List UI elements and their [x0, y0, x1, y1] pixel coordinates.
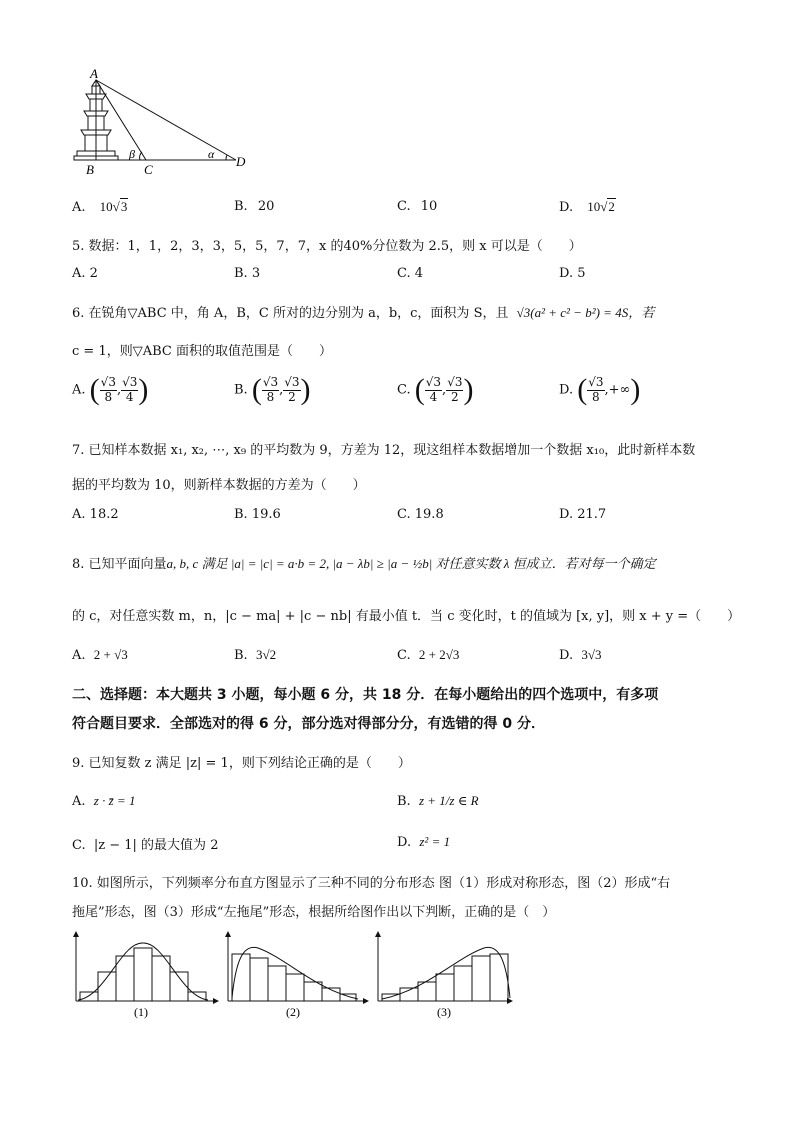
option-letter: C. [72, 838, 86, 853]
q4-option-c[interactable] [397, 199, 437, 214]
option-letter: A. [72, 200, 86, 215]
q7-option-d[interactable] [559, 507, 606, 522]
q7-option-c[interactable] [397, 507, 444, 522]
histogram-figures [66, 928, 516, 1020]
q6-stem-formula: √3(a² + c² − b²) = 4S，若 [516, 305, 655, 320]
histogram-1 [76, 932, 218, 1001]
q8-option-a[interactable] [72, 647, 128, 663]
option-value: 3√3 [581, 647, 602, 662]
q9-option-d[interactable] [397, 834, 450, 850]
histogram-3-caption: (3) [437, 1005, 451, 1019]
option-value: z + 1/z ∈ R [418, 793, 479, 808]
label-A: A [90, 66, 98, 81]
option-letter: D. [559, 648, 574, 663]
label-C: C [144, 162, 153, 177]
option-value: 18.2 [89, 507, 119, 522]
histogram-2 [228, 932, 368, 1001]
q6-option-b[interactable]: B. ( $\frac{√3}{8}$ , $\frac{√3}{2}$ ) [234, 373, 311, 406]
option-letter: B. [234, 507, 248, 522]
hist3-bar [436, 974, 454, 1001]
hist2-curve [232, 947, 358, 999]
option-value: 21.7 [577, 507, 607, 522]
option-value: 4 [414, 266, 424, 281]
q6-option-c[interactable]: C. ( $\frac{√3}{4}$ , $\frac{√3}{2}$ ) [397, 373, 474, 406]
q5-stem: 5. 数据：1，1，2，3，3，5，5，7，7，x 的40%分位数为 2.5，则 x 可以是（ ） [72, 239, 582, 254]
option-letter: A. [72, 507, 86, 522]
q8-option-c[interactable] [397, 647, 459, 663]
hist2-bar [268, 966, 286, 1001]
label-D: D [236, 154, 246, 169]
q5-option-b[interactable] [234, 266, 260, 281]
option-letter: D. [559, 507, 574, 522]
option-value: z · z̄ = 1 [93, 793, 136, 808]
label-B: B [86, 162, 94, 177]
q7-option-b[interactable] [234, 507, 281, 522]
option-value: 5 [577, 266, 586, 281]
option-letter: D. [559, 266, 574, 281]
q6-stem-line2: c = 1，则▽ABC 面积的取值范围是（ ） [72, 344, 332, 359]
option-value: 3√2 [255, 647, 277, 662]
q5-option-c[interactable] [397, 266, 423, 281]
option-letter: C. [397, 266, 411, 281]
option-close-paren: ) [138, 373, 149, 406]
q7-option-a[interactable] [72, 507, 119, 522]
option-letter: C. [397, 382, 411, 398]
option-letter: B. [234, 266, 248, 281]
hist2-bar [304, 982, 322, 1001]
option-close-paren: ) [630, 373, 641, 406]
option-value: 10 [420, 199, 438, 214]
option-letter: B. [234, 648, 248, 663]
q8-stem-line2: 的 c，对任意实数 m，n，|c − ma| + |c − nb| 有最小值 t．当 c 变化时，t 的值域为 [x, y]，则 x + y =（ ） [72, 609, 741, 624]
q8-stem-text: 8. 已知平面向量 [72, 557, 167, 572]
histogram-3 [378, 932, 512, 1001]
q6-stem-text: 6. 在锐角▽ABC 中，角 A，B，C 所对的边分别为 a，b，c，面积为 S，且 [72, 306, 509, 321]
hist1-bar [98, 972, 116, 1001]
q6-stem-line1 [72, 302, 654, 321]
option-value: 2 + 2√3 [418, 647, 460, 662]
q8-stem-line1 [72, 553, 656, 572]
angle-alpha-arc [226, 155, 227, 160]
option-value: 3 [251, 266, 261, 281]
q7-stem-line2: 据的平均数为 10，则新样本数据的方差为（ ） [72, 478, 366, 493]
option-letter: A. [72, 382, 86, 398]
option-letter: A. [72, 648, 86, 663]
hist3-bar [490, 954, 508, 1001]
hist3-bar [472, 956, 490, 1001]
q7-stem-line1: 7. 已知样本数据 x₁, x₂, ⋯, x₉ 的平均数为 9，方差为 12，现这组样本数据增加一个数据 x₁₀，此时新样本数 [72, 443, 696, 458]
option-value: z² = 1 [419, 834, 451, 849]
option-value: 19.8 [414, 507, 444, 522]
tower-figure [70, 66, 250, 178]
hist1-bar [80, 992, 98, 1001]
q5-option-d[interactable] [559, 266, 586, 281]
option-letter: A. [72, 794, 86, 809]
label-beta: β [129, 147, 135, 161]
option-letter: D. [559, 200, 574, 215]
q6-option-d[interactable]: D. ( $\frac{√3}{8}$ ,+∞) [559, 373, 641, 406]
q10-stem-line1: 10. 如图所示，下列频率分布直方图显示了三种不同的分布形态 图（1）形成对称形态，图（2）形成“右 [72, 876, 671, 891]
hist3-bar [454, 966, 472, 1001]
option-close-paren: ) [463, 373, 474, 406]
option-upper-bound: +∞ [608, 382, 631, 398]
option-letter: D. [397, 835, 412, 850]
option-letter: D. [559, 382, 574, 398]
q8-option-b[interactable] [234, 647, 276, 663]
option-value: 19.6 [251, 507, 281, 522]
option-letter: B. [397, 794, 411, 809]
q9-option-b[interactable] [397, 793, 479, 809]
option-close-paren: ) [300, 373, 311, 406]
hist3-curve [382, 947, 510, 999]
hist2-bar [286, 974, 304, 1001]
hist1-bar [134, 948, 152, 1001]
histogram-2-caption: (2) [286, 1005, 300, 1019]
option-letter: B. [234, 382, 248, 398]
section2-line2: 符合题目要求．全部选对的得 6 分，部分选对得部分分，有选错的得 0 分． [72, 716, 545, 732]
q9-option-a[interactable] [72, 793, 135, 809]
q4-option-b[interactable] [234, 199, 274, 214]
option-value: 20 [257, 199, 275, 214]
q4-option-a[interactable]: A. 10√3 [72, 199, 128, 215]
option-value: 2 + √3 [93, 647, 128, 662]
option-letter: C. [397, 507, 411, 522]
hist1-bar [152, 956, 170, 1001]
q10-stem-line2: 拖尾”形态，图（3）形成“左拖尾”形态，根据所给图作出以下判断，正确的是（ ） [72, 905, 556, 920]
hist1-bar [170, 972, 188, 1001]
option-letter: C. [397, 199, 411, 214]
option-letter: C. [397, 648, 411, 663]
q8-stem-formula: a, b, c 满足 |a| = |c| = a·b = 2, |a − λb| ≥ |a − ½b| 对任意实数 λ 恒成立．若对每一个确定 [166, 556, 656, 571]
q9-stem: 9. 已知复数 z 满足 |z| = 1，则下列结论正确的是（ ） [72, 756, 411, 771]
hist1-bar [188, 992, 206, 1001]
q5-option-a[interactable] [72, 266, 98, 281]
hist1-bar [116, 956, 134, 1001]
q8-option-d[interactable] [559, 647, 602, 663]
option-letter: B. [234, 199, 248, 214]
option-value: 2 [89, 266, 98, 281]
section2-line1: 二、选择题：本大题共 3 小题，每小题 6 分，共 18 分．在每小题给出的四个选项中，有多项 [72, 687, 659, 703]
q6-option-a[interactable]: A. ( $\frac{√3}{8}$ , $\frac{√3}{4}$ ) [72, 373, 149, 406]
q4-option-d[interactable]: D. 10√2 [559, 199, 615, 215]
option-letter: A. [72, 266, 86, 281]
histogram-1-caption: (1) [134, 1005, 148, 1019]
segment-AD [96, 80, 236, 160]
q9-option-c[interactable] [72, 834, 218, 853]
label-alpha: α [208, 147, 215, 161]
hist2-bar [250, 958, 268, 1001]
option-value: |z − 1| 的最大值为 2 [93, 838, 219, 853]
